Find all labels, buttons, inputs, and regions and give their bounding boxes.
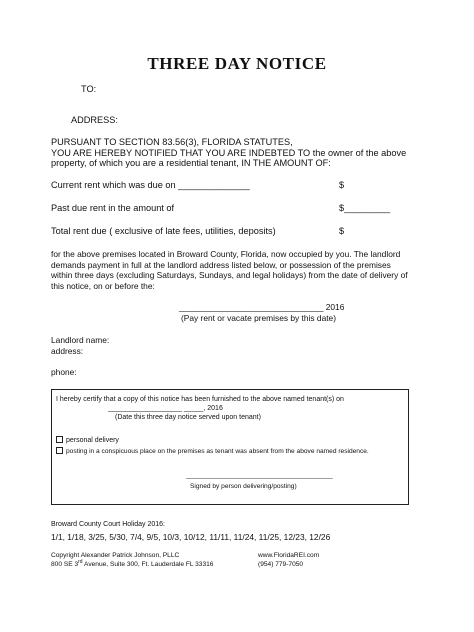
landlord-address-label: address: [51, 346, 84, 356]
holidays-list: 1/1, 1/18, 3/25, 5/30, 7/4, 9/5, 10/3, 10/12, 11/11, 11/24, 11/25, 12/23, 12/26 [51, 532, 331, 542]
to-label: TO: [81, 84, 97, 94]
signature-line: ________________________________________ [186, 472, 333, 479]
signature-caption: Signed by person delivering/posting) [190, 483, 297, 490]
footer-address-ordinal: rd [78, 558, 83, 565]
option-posting [56, 447, 369, 456]
pay-date-line: _______________________________ 2016 [179, 302, 345, 312]
current-rent-label: Current rent which was due on ______________ [51, 180, 250, 190]
option-personal-delivery [56, 436, 119, 446]
footer-address-rest: Avenue, Suite 300, Ft. Lauderdale FL 33316 [82, 561, 214, 568]
intro-line-1: PURSUANT TO SECTION 83.56(3), FLORIDA STATUTES, [51, 137, 293, 147]
past-due-rent-label: Past due rent in the amount of [51, 203, 175, 213]
holidays-label: Broward County Court Holiday 2016: [51, 521, 166, 528]
past-due-rent-amount: $_________ [339, 203, 391, 213]
personal-delivery-label: personal delivery [66, 437, 119, 444]
posting-label: posting in a conspicuous place on the premises as tenant was absent from the above named residence. [66, 448, 369, 455]
premises-line-1: for the above premises located in Broward County, Florida, now occupied by you. The landlord [51, 249, 401, 259]
certificate-date-line: ___________________ _____, 2016 [108, 405, 223, 412]
personal-delivery-checkbox[interactable] [56, 436, 63, 443]
footer-phone: (954) 779-7050 [258, 561, 304, 568]
address-label: ADDRESS: [71, 115, 118, 125]
premises-line-3: within three days (excluding Saturdays, Sundays, and legal holidays) from the date of delivery of [51, 270, 408, 280]
intro-line-3: property, of which you are a residential tenant, IN THE AMOUNT OF: [51, 158, 331, 168]
premises-line-2: demands payment in full at the landlord address listed below, or possession of the premises [51, 259, 391, 270]
pay-date-caption: (Pay rent or vacate premises by this date) [181, 313, 337, 323]
footer-address [51, 558, 214, 569]
footer-website: www.FloridaREI.com [258, 552, 320, 559]
premises-line-4: this notice, on or before the: [51, 280, 155, 291]
certificate-date-caption: (Date this three day notice served upon tenant) [115, 414, 261, 421]
document-title: THREE DAY NOTICE [147, 54, 327, 73]
certificate-line-1: I hereby certify that a copy of this notice has been furnished to the above named tenant(s) on [56, 396, 344, 403]
phone-label: phone: [51, 367, 77, 377]
current-rent-amount: $ [339, 180, 345, 190]
footer-address-start: 800 SE 3 [51, 561, 79, 568]
landlord-name-label: Landlord name: [51, 335, 110, 345]
posting-checkbox[interactable] [56, 447, 63, 454]
total-rent-amount: $ [339, 226, 345, 236]
intro-line-2: YOU ARE HEREBY NOTIFIED THAT YOU ARE INDEBTED TO the owner of the above [51, 147, 407, 158]
total-rent-label: Total rent due ( exclusive of late fees, utilities, deposits) [51, 226, 276, 236]
footer-copyright: Copyright Alexander Patrick Johnson, PLLC [51, 552, 180, 559]
